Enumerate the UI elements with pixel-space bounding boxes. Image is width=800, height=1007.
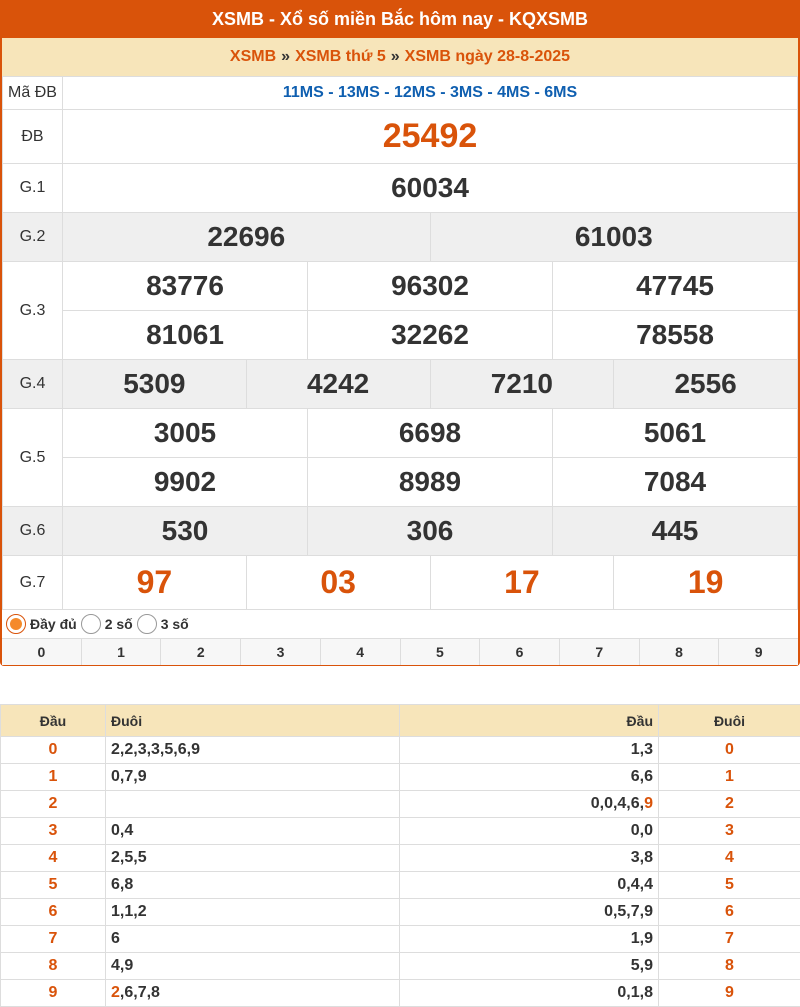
- duoi-digit: 3: [659, 818, 800, 845]
- results-table: [2, 76, 798, 610]
- digit-filter-button[interactable]: 3: [240, 639, 320, 665]
- breadcrumb-separator: »: [281, 48, 290, 66]
- duoi-digit: 7: [659, 926, 800, 953]
- prize-label-db: ĐB: [3, 110, 63, 164]
- special-digit-highlight: 9: [644, 795, 653, 812]
- digit-filter-button[interactable]: 9: [718, 639, 798, 665]
- dau-list: 5,9: [400, 953, 659, 980]
- radio-icon[interactable]: [81, 614, 101, 634]
- breadcrumb-date-link[interactable]: XSMB ngày 28-8-2025: [405, 48, 570, 66]
- dau-digit: 9: [1, 980, 106, 1007]
- duoi-digit: 5: [659, 872, 800, 899]
- dau-digit: 1: [1, 764, 106, 791]
- option-2-digits-label: 2 số: [105, 616, 133, 632]
- prize-label-g2: G.2: [3, 213, 63, 262]
- dau-list: [400, 791, 659, 818]
- prize-label-g7: G.7: [3, 556, 63, 610]
- prize-g7-number: 03: [246, 556, 430, 610]
- duoi-digit: 6: [659, 899, 800, 926]
- prize-label-g6: G.6: [3, 507, 63, 556]
- display-options: [2, 610, 798, 638]
- dau-digit: 8: [1, 953, 106, 980]
- prize-label-g3: G.3: [3, 262, 63, 360]
- digit-filter-button[interactable]: 1: [81, 639, 161, 665]
- table-row: [1, 899, 800, 926]
- ma-db-label: Mã ĐB: [3, 77, 63, 110]
- prize-g2-number: 22696: [63, 213, 431, 262]
- duoi-list: 0,7,9: [106, 764, 400, 791]
- duoi-list: [106, 791, 400, 818]
- breadcrumb-xsmb-link[interactable]: XSMB: [230, 48, 276, 66]
- header-dau: Đầu: [1, 705, 106, 737]
- duoi-list: 2,2,3,3,5,6,9: [106, 737, 400, 764]
- prize-g3-number: 81061: [63, 311, 308, 360]
- table-row: [1, 845, 800, 872]
- prize-g3-number: 96302: [308, 262, 553, 311]
- duoi-digit: 1: [659, 764, 800, 791]
- duoi-digit: 9: [659, 980, 800, 1007]
- prize-g1-number: 60034: [63, 164, 798, 213]
- digit-filter-button[interactable]: 0: [2, 639, 81, 665]
- prize-g5-number: 3005: [63, 409, 308, 458]
- breadcrumb-separator: »: [391, 48, 400, 66]
- duoi-digit: 4: [659, 845, 800, 872]
- dau-digit: 5: [1, 872, 106, 899]
- duoi-list-text: ,6,7,8: [120, 984, 160, 1001]
- digit-filter-button[interactable]: 5: [400, 639, 480, 665]
- ma-db-value: 11MS - 13MS - 12MS - 3MS - 4MS - 6MS: [63, 77, 798, 110]
- header-duoi: Đuôi: [106, 705, 400, 737]
- duoi-list: 1,1,2: [106, 899, 400, 926]
- special-digit-highlight: 2: [111, 984, 120, 1001]
- prize-g5-number: 7084: [553, 458, 798, 507]
- page-title: XSMB - Xổ số miền Bắc hôm nay - KQXSMB: [2, 0, 798, 38]
- prize-g6-number: 445: [553, 507, 798, 556]
- header-dau: Đầu: [400, 705, 659, 737]
- table-row: [1, 818, 800, 845]
- prize-g5-number: 8989: [308, 458, 553, 507]
- prize-g6-number: 530: [63, 507, 308, 556]
- duoi-list: 2,5,5: [106, 845, 400, 872]
- duoi-list: [106, 980, 400, 1007]
- dau-list: 6,6: [400, 764, 659, 791]
- prize-g4-number: 5309: [63, 360, 247, 409]
- breadcrumb-weekday-link[interactable]: XSMB thứ 5: [295, 48, 386, 66]
- dau-digit: 0: [1, 737, 106, 764]
- prize-label-g5: G.5: [3, 409, 63, 507]
- duoi-digit: 0: [659, 737, 800, 764]
- loto-table: [0, 704, 800, 1007]
- loto-header-row: [1, 705, 800, 737]
- option-3-digits-label: 3 số: [161, 616, 189, 632]
- breadcrumb: [2, 38, 798, 76]
- dau-digit: 7: [1, 926, 106, 953]
- prize-g7-number: 19: [614, 556, 798, 610]
- prize-label-g1: G.1: [3, 164, 63, 213]
- duoi-digit: 8: [659, 953, 800, 980]
- digit-filter-button[interactable]: 4: [320, 639, 400, 665]
- radio-checked-icon[interactable]: [6, 614, 26, 634]
- option-2-digits[interactable]: [81, 614, 133, 634]
- dau-list: 0,1,8: [400, 980, 659, 1007]
- prize-g4-number: 2556: [614, 360, 798, 409]
- prize-g5-number: 9902: [63, 458, 308, 507]
- prize-g7-number: 97: [63, 556, 247, 610]
- prize-g5-number: 6698: [308, 409, 553, 458]
- table-row: [1, 791, 800, 818]
- duoi-list: 6,8: [106, 872, 400, 899]
- digit-filter-button[interactable]: 2: [160, 639, 240, 665]
- table-row: [1, 953, 800, 980]
- table-row: [1, 764, 800, 791]
- table-row: [1, 737, 800, 764]
- digit-filter-button[interactable]: 7: [559, 639, 639, 665]
- prize-g5-number: 5061: [553, 409, 798, 458]
- table-row: [1, 926, 800, 953]
- prize-g3-number: 47745: [553, 262, 798, 311]
- option-full-label: Đầy đủ: [30, 616, 77, 632]
- prize-g4-number: 4242: [246, 360, 430, 409]
- duoi-list: 6: [106, 926, 400, 953]
- prize-g7-number: 17: [430, 556, 614, 610]
- prize-g3-number: 78558: [553, 311, 798, 360]
- option-full[interactable]: [6, 614, 77, 634]
- dau-list: 1,9: [400, 926, 659, 953]
- dau-list-text: 0,0,4,6,: [591, 795, 644, 812]
- dau-digit: 3: [1, 818, 106, 845]
- digit-filter-button[interactable]: 8: [639, 639, 719, 665]
- prize-g2-number: 61003: [430, 213, 798, 262]
- dau-list: 0,0: [400, 818, 659, 845]
- dau-digit: 6: [1, 899, 106, 926]
- prize-g6-number: 306: [308, 507, 553, 556]
- prize-label-g4: G.4: [3, 360, 63, 409]
- header-duoi: Đuôi: [659, 705, 800, 737]
- table-row: [1, 980, 800, 1007]
- prize-g3-number: 32262: [308, 311, 553, 360]
- table-row: [1, 872, 800, 899]
- dau-digit: 4: [1, 845, 106, 872]
- dau-list: 0,4,4: [400, 872, 659, 899]
- prize-db-number: 25492: [63, 110, 798, 164]
- dau-list: 0,5,7,9: [400, 899, 659, 926]
- digit-filter-bar: [2, 638, 798, 665]
- dau-list: 3,8: [400, 845, 659, 872]
- duoi-list: 4,9: [106, 953, 400, 980]
- prize-g3-number: 83776: [63, 262, 308, 311]
- option-3-digits[interactable]: [137, 614, 189, 634]
- prize-g4-number: 7210: [430, 360, 614, 409]
- duoi-list: 0,4: [106, 818, 400, 845]
- dau-list: 1,3: [400, 737, 659, 764]
- digit-filter-button[interactable]: 6: [479, 639, 559, 665]
- duoi-digit: 2: [659, 791, 800, 818]
- dau-digit: 2: [1, 791, 106, 818]
- radio-icon[interactable]: [137, 614, 157, 634]
